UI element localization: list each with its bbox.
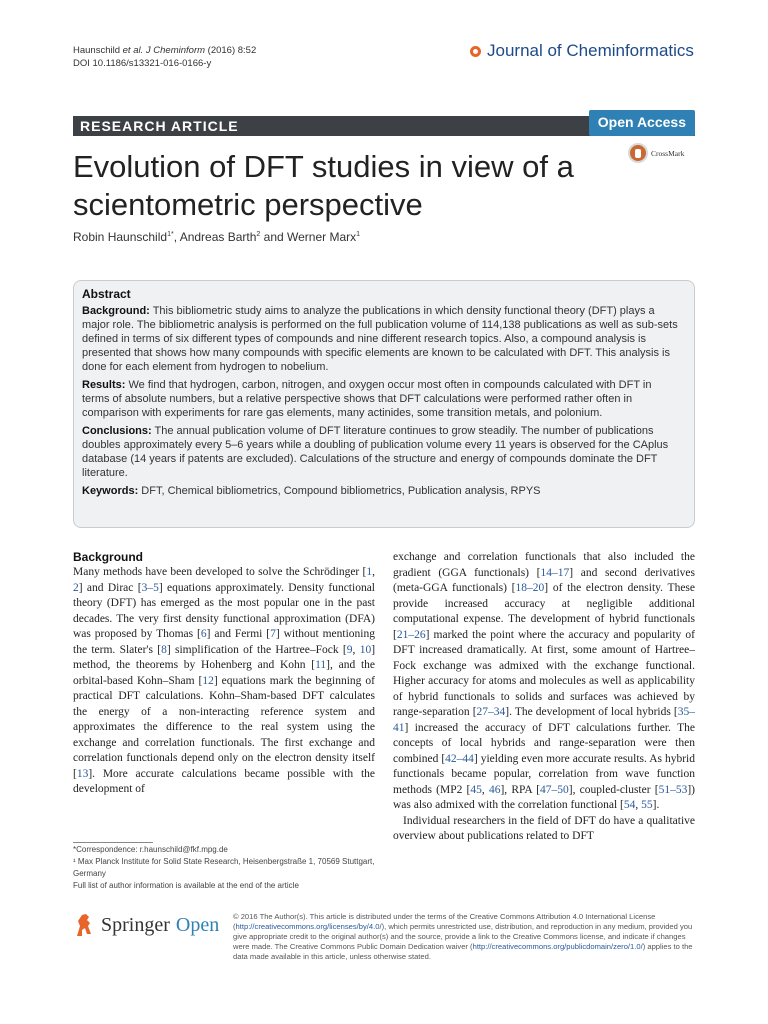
reference-link[interactable]: 45 <box>470 783 482 796</box>
reference-link[interactable]: 14–17 <box>540 566 570 579</box>
body-column-right <box>393 550 695 845</box>
reference-link[interactable]: 18–20 <box>515 582 545 594</box>
reference-link[interactable]: 51–53 <box>658 783 688 796</box>
body-paragraph: Many methods have been developed to solve the Schrödinger [1, 2] and Dirac [3–5] equations approximately. Density functional theory (DFT) has emerged as the most popular one in the past decades. The very first density functional approximation (DFA) was proposed by Thomas [6] and Fermi [7] without mentioning the term. Slater's [8] simplification of the Hartree–Fock [9, 10] method, the theorems by Hohenberg and Kohn [11], and the orbital-based Kohn–Sham [12] equations mark the beginning of practical DFT calculations. Kohn–Sham-based DFT calculates the energy of a non-interacting reference system and approximates the difference to the real system using the exchange and correlation functionals. The first exchange and correlation functionals depend only on the electron density itself [13]. More accurate calculations became possible with the development of <box>73 566 376 795</box>
author-name: , Andreas Barth <box>173 230 257 244</box>
reference-link[interactable]: 11 <box>315 659 327 671</box>
journal-logo-icon <box>470 46 481 57</box>
footnotes <box>73 844 375 892</box>
article-title: Evolution of DFT studies in view of a scientometric perspective <box>73 149 574 222</box>
open-wordmark: Open <box>175 913 220 936</box>
reference-link[interactable]: 54 <box>623 799 636 811</box>
reference-link[interactable]: 35–41 <box>393 706 695 734</box>
crossmark-label: CrossMark <box>651 148 685 158</box>
abstract-keywords: Keywords: DFT, Chemical bibliometrics, Compound bibliometrics, Publication analysis, RPYS <box>82 485 541 497</box>
crossmark-badge[interactable] <box>628 143 684 163</box>
open-access-badge[interactable]: Open Access <box>589 110 695 136</box>
author-name: and Werner Marx <box>260 230 357 244</box>
footnote-divider <box>73 842 153 843</box>
body-paragraph: exchange and correlation functionals that also included the gradient (GGA functionals) [14–17] and second derivatives (meta-GGA functionals) [18–20] of the electron density. These provide increased accuracy at negligible additional computational expense. The development of hybrid functionals [21–26] marked the point where the accuracy and popularity of DFT increased dramatically. At first, some amount of Hartree–Fock exchange was admixed with the exchange functional. Higher accuracy for atoms and molecules as well as applicability of hybrid functionals to solids and surfaces was achieved by range-separation [27–34]. The development of local hybrids [35–41] increased the accuracy of DFT calculations further. The concepts of local hybrids and range-separation were then combined [42–44] yielding even more accurate results. As hybrid functionals became popular, correlation from wave function methods (MP2 [45, 46], RPA [47–50], coupled-cluster [51–53]) was also admixed with the correlation functional [54, 55]. <box>393 551 696 811</box>
affiliation-note: ¹ Max Planck Institute for Solid State Research, Heisenbergstraße 1, 70569 Stuttgart, Germany <box>73 857 375 878</box>
reference-link[interactable]: 1 <box>366 566 373 578</box>
author-info-note: Full list of author information is available at the end of the article <box>73 881 299 890</box>
abstract-heading: Abstract <box>82 287 131 301</box>
reference-link[interactable]: 21–26 <box>396 628 426 641</box>
cc-publicdomain-link[interactable]: http://creativecommons.org/publicdomain/zero/1.0/ <box>472 942 643 951</box>
abstract-results: Results: We find that hydrogen, carbon, nitrogen, and oxygen occur most often in compounds calculated with DFT in terms of absolute numbers, but a relative perspective shows that DFT calculations were performed rather often in comparison with experiments for rare gas elements, many actinides, some transition metals, and polonium. <box>82 379 652 419</box>
reference-link[interactable]: 13 <box>76 767 89 780</box>
cc-license-link[interactable]: http://creativecommons.org/licenses/by/4.0/ <box>235 922 382 931</box>
reference-link[interactable]: 42–44 <box>445 752 474 765</box>
abstract-content <box>82 287 682 502</box>
article-type-label: RESEARCH ARTICLE <box>80 118 239 134</box>
abstract-background: Background: This bibliometric study aims to analyze the publications in which density functional theory (DFT) plays a major role. The bibliometric analysis is performed on the full publication volume of 114,138 publications as well as sub-sets defined in terms of six different types of compounds and nine different research topics. Also, a compound analysis is presented that shows how many compounds with specific elements are known to be calculated with DFT. This analysis is done for each element from hydrogen to nobelium. <box>82 305 678 373</box>
reference-link[interactable]: 8 <box>161 643 167 656</box>
reference-link[interactable]: 2 <box>73 581 79 594</box>
article-type-banner <box>73 116 695 136</box>
author-affiliation-mark: 1* <box>167 231 174 238</box>
author-affiliation-mark: 1 <box>356 231 361 238</box>
correspondence-note: *Correspondence: r.haunschild@fkf.mpg.de <box>73 845 228 854</box>
crossmark-icon <box>628 143 648 163</box>
reference-link[interactable]: 7 <box>270 628 276 640</box>
author-name: Robin Haunschild <box>73 230 168 244</box>
abstract-conclusions: Conclusions: The annual publication volume of DFT literature continues to grow steadily. The number of publications doubles approximately every 5–6 years while a doubling of publication volume every 11 years is observed for the CAplus database (14 years if patents are excluded). Calculations of the structure and energy of compounds dominate the DFT literature. <box>82 425 669 479</box>
reference-link[interactable]: 10 <box>359 643 372 656</box>
reference-link[interactable]: 6 <box>200 628 207 640</box>
body-column-left <box>73 550 375 798</box>
reference-link[interactable]: 9 <box>346 643 353 656</box>
citation-line: Haunschild et al. J Cheminform (2016) 8:52 <box>73 45 257 56</box>
reference-link[interactable]: 46 <box>488 783 501 796</box>
reference-link[interactable]: 27–34 <box>476 706 506 718</box>
doi-text: DOI 10.1186/s13321-016-0166-y <box>73 58 212 69</box>
journal-name: Journal of Cheminformatics <box>487 41 694 60</box>
springer-open-logo[interactable] <box>73 912 219 938</box>
springer-horse-icon <box>73 912 95 938</box>
section-heading-background: Background <box>73 550 144 564</box>
journal-brand[interactable] <box>470 41 694 61</box>
reference-link[interactable]: 55 <box>641 799 653 811</box>
springer-wordmark: Springer <box>101 913 170 936</box>
reference-link[interactable]: 3–5 <box>141 581 159 594</box>
author-affiliation-mark: 2 <box>256 231 261 238</box>
citation-block <box>73 44 256 70</box>
reference-link[interactable]: 12 <box>202 674 214 687</box>
reference-link[interactable]: 47–50 <box>540 783 569 796</box>
license-text: © 2016 The Author(s). This article is distributed under the terms of the Creative Commons Attribution 4.0 International License (http://creativecommons.org/licenses/by/4.0/), which permits unrestricted use, distribution, and reproduction in any medium, provided you give appropriate credit to the original author(s) and the source, provide a link to the Creative Commons license, and indicate if changes were made. The Creative Commons Public Domain Dedication waiver (http://creativecommons.org/publicdomain/zero/1.0/) applies to the data made available in this article, unless otherwise stated. <box>233 912 693 961</box>
body-paragraph: Individual researchers in the field of DFT do have a qualitative overview about publications related to DFT <box>393 814 695 842</box>
author-list <box>73 230 360 244</box>
